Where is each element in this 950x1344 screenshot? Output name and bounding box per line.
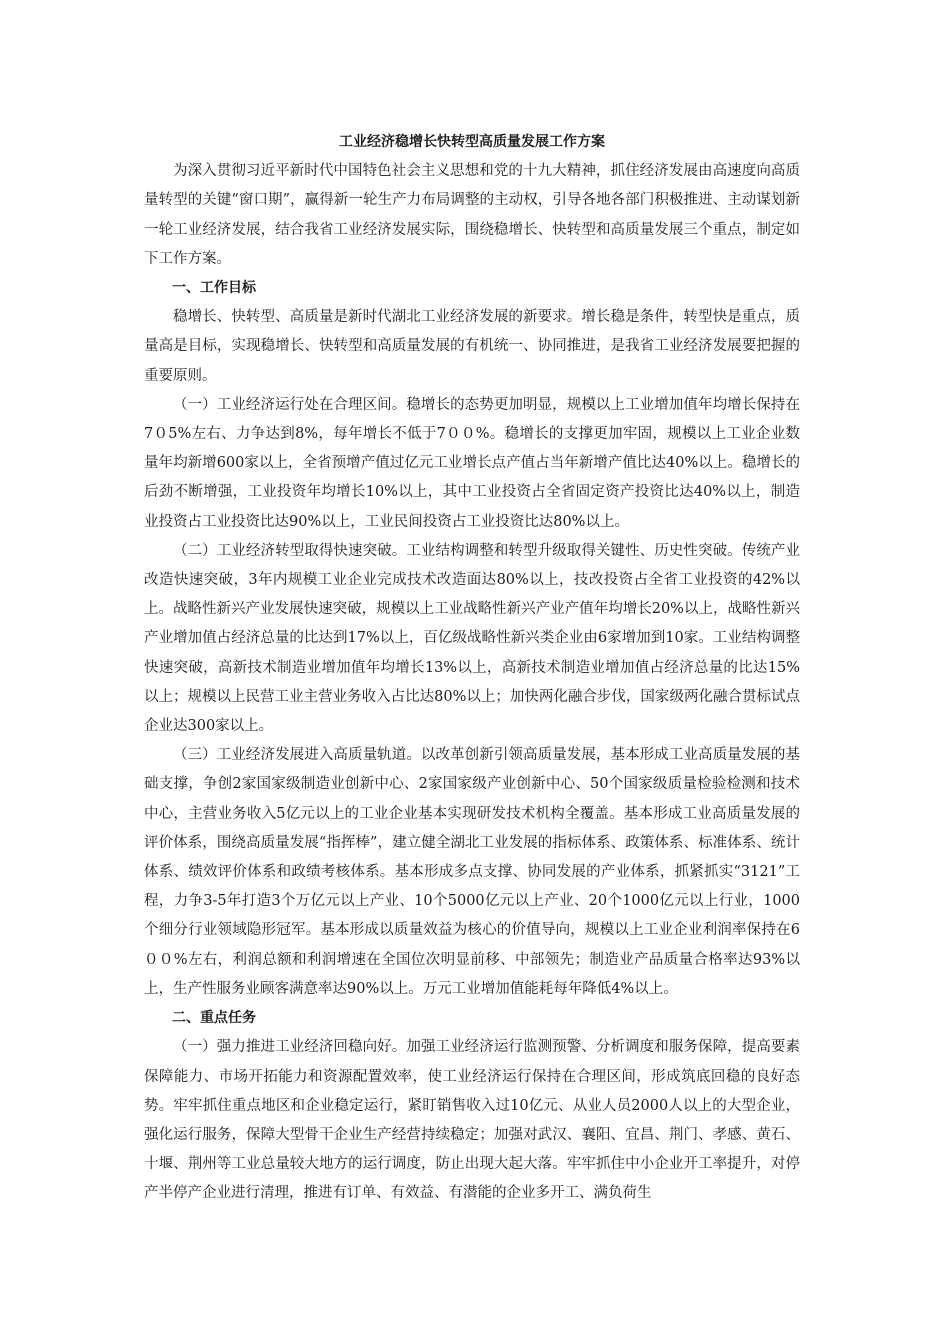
section-heading-tasks: 二、重点任务 [172,1010,256,1027]
section-heading-goals: 一、工作目标 [172,280,256,297]
document-title: 工业经济稳增长快转型高质量发展工作方案 [339,134,605,150]
intro-paragraph: 为深入贯彻习近平新时代中国特色社会主义思想和党的十九大精神，抓住经济发展由高速度向高质量转型的关键“窗口期”，赢得新一轮生产力布局调整的主动权，引导各地各部门积极推进、主动谋划新一轮工业经济发展，结合我省工业经济发展实际，围绕稳增长、快转型和高质量发展三个重点，制定如下工作方案。 [144,163,800,267]
goals-item-3-paragraph: （三）工业经济发展进入高质量轨道。以改革创新引领高质量发展，基本形成工业高质量发展的基础支撑，争创2家国家级制造业创新中心、2家国家级产业创新中心、50个国家级质量检验检测和技术中心，主营业务收入5亿元以上的工业企业基本实现研发技术机构全覆盖。基本形成工业高质量发展的评价体系，围绕高质量发展“指挥棒”，建立健全湖北工业发展的指标体系、政策体系、标准体系、统计体系、绩效评价体系和政绩考核体系。基本形成多点支撑、协同发展的产业体系，抓紧抓实“3121”工程，力争3-5年打造3个万亿元以上产业、10个5000亿元以上产业、20个1000亿元以上行业，1000个细分行业领域隐形冠军。基本形成以质量效益为核心的价值导向，规模以上工业企业利润率保持在6００%左右，利润总额和利润增速在全国位次明显前移、中部领先；制造业产品质量合格率达93%以上，生产性服务业顾客满意率达90%以上。万元工业增加值能耗每年降低4%以上。 [144,747,800,997]
goals-lead-paragraph: 稳增长、快转型、高质量是新时代湖北工业经济发展的新要求。增长稳是条件，转型快是重点，质量高是目标，实现稳增长、快转型和高质量发展的有机统一、协同推进，是我省工业经济发展要把握的重要原则。 [144,309,800,384]
document-body [144,128,800,1209]
goals-item-2-paragraph: （二）工业经济转型取得快速突破。工业结构调整和转型升级取得关键性、历史性突破。传统产业改造快速突破，3年内规模工业企业完成技术改造面达80%以上，技改投资占全省工业投资的42%以上。战略性新兴产业发展快速突破，规模以上工业战略性新兴产业产值年均增长20%以上，战略性新兴产业增加值占经济总量的比达到17%以上，百亿级战略性新兴类企业由6家增加到10家。工业结构调整快速突破，高新技术制造业增加值年均增长13%以上，高新技术制造业增加值占经济总量的比达15%以上；规模以上民营工业主营业务收入占比达80%以上；加快两化融合步伐，国家级两化融合贯标试点企业达300家以上。 [144,542,800,735]
goals-item-1-paragraph: （一）工业经济运行处在合理区间。稳增长的态势更加明显，规模以上工业增加值年均增长保持在7０5%左右、力争达到8%，每年增长不低于7００%。稳增长的支撑更加牢固，规模以上工业企业数量年均新增600家以上，全省预增产值过亿元工业增长点产值占当年新增产值比达40%以上。稳增长的后劲不断增强，工业投资年均增长10%以上，其中工业投资占全省固定资产投资比达40%以上，制造业投资占工业投资比达90%以上，工业民间投资占工业投资比达80%以上。 [144,396,800,530]
tasks-item-1-paragraph: （一）强力推进工业经济回稳向好。加强工业经济运行监测预警、分析调度和服务保障，提高要素保障能力、市场开拓能力和资源配置效率，使工业经济运行保持在合理区间，形成筑底回稳的良好态势。牢牢抓住重点地区和企业稳定运行，紧盯销售收入过10亿元、从业人员2000人以上的大型企业，强化运行服务，保障大型骨干企业生产经营持续稳定；加强对武汉、襄阳、宜昌、荆门、孝感、黄石、十堰、荆州等工业总量较大地方的运行调度，防止出现大起大落。牢牢抓住中小企业开工率提升，对停产半停产企业进行清理，推进有订单、有效益、有潜能的企业多开工、满负荷生 [144,1039,800,1202]
